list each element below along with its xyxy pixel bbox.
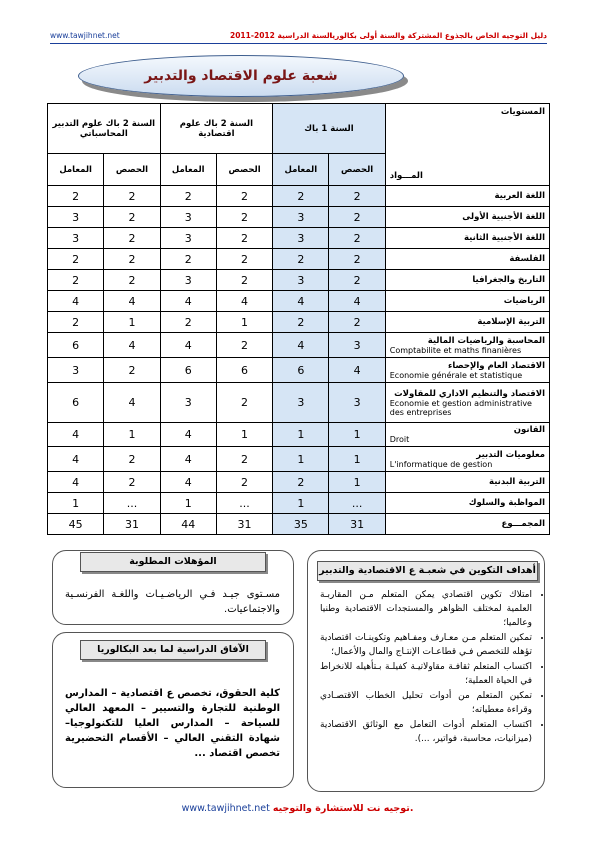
coef-cell: 2 <box>160 249 216 270</box>
subject-name: القانون <box>513 425 545 435</box>
subject-name: المواظبة والسلوك <box>468 498 545 508</box>
subject-name: المجمـــوع <box>501 519 545 529</box>
footer-text: توجيه نت للاستشارة والتوجيه. <box>272 803 414 814</box>
hours-cell: 4 <box>104 383 160 423</box>
prospects-text: كلية الحقوق، تخصص ع اقتصادية – المدارس الوطنية للتجارة والتسيير – المعهد العالي للسياحة – المدارس العليا للتكنولوجيا– شهادة التقني العالي – الأقسام التحضيرية تخصص اقتصاد ... <box>65 688 280 759</box>
coef-cell: 2 <box>48 249 104 270</box>
coef-cell: 2 <box>48 312 104 333</box>
subject-name: الفلسفة <box>509 254 545 264</box>
hours-cell: 2 <box>104 207 160 228</box>
subject-cell <box>385 312 549 333</box>
coef-cell: 6 <box>160 358 216 383</box>
corner-cell <box>385 104 549 186</box>
hours-cell: 1 <box>329 447 385 472</box>
subject-name-fr: Droit <box>389 435 410 444</box>
coef-cell: 4 <box>160 291 216 312</box>
hours-cell: ... <box>104 493 160 514</box>
page-title: شعبة علوم الاقتصاد والتدبير <box>78 55 404 97</box>
col-hours: الحصص <box>104 154 160 186</box>
hours-cell: 2 <box>329 270 385 291</box>
hours-cell: 2 <box>216 207 272 228</box>
coef-cell: 1 <box>48 493 104 514</box>
coef-cell: 3 <box>273 383 329 423</box>
hours-cell: 1 <box>329 423 385 447</box>
subject-name: الاقتصاد والتنظيم الاداري للمقاولات <box>394 388 545 399</box>
corner-top-label: المستويات <box>500 107 545 117</box>
subject-cell <box>385 228 549 249</box>
coef-cell: 35 <box>273 514 329 535</box>
subject-cell <box>385 514 549 535</box>
hours-cell: 31 <box>329 514 385 535</box>
page-footer <box>0 803 595 814</box>
table-row <box>48 493 550 514</box>
hours-cell: 2 <box>329 186 385 207</box>
coef-cell: 3 <box>48 207 104 228</box>
table-row <box>48 333 550 358</box>
hours-cell: 2 <box>104 270 160 291</box>
hours-cell: 2 <box>329 207 385 228</box>
subject-cell <box>385 472 549 493</box>
curriculum-table <box>47 103 550 535</box>
table-row <box>48 423 550 447</box>
subject-name: التربية البدنية <box>489 477 545 487</box>
hours-cell: 2 <box>216 472 272 493</box>
subject-cell <box>385 493 549 514</box>
table-row <box>48 312 550 333</box>
coef-cell: 2 <box>160 186 216 207</box>
header-year: السنة الدراسية 2012-2011 <box>230 31 333 40</box>
coef-cell: 3 <box>160 270 216 291</box>
hours-cell: 1 <box>216 423 272 447</box>
hours-cell: 2 <box>104 447 160 472</box>
table-row <box>48 383 550 423</box>
header-website: www.tawjihnet.net <box>50 31 120 40</box>
subject-name-fr: Economie générale et statistique <box>389 370 523 380</box>
header-guide-title: دليل التوجيه الخاص بالجذوع المشتركة والسنة أولى بكالوريا <box>329 31 547 40</box>
goals-title: أهداف التكوين في شعبـة ع الاقتصادية والتدبير <box>317 561 538 581</box>
goal-item: • تمكين المتعلم مـن معـارف ومفـاهيم وتكوينـات اقتصادية تؤهله للتخصص فـي قطاعـات الإنتـاج والمال والأعمال؛ <box>320 631 532 659</box>
hours-cell: 3 <box>329 333 385 358</box>
coef-cell: 3 <box>160 383 216 423</box>
hours-cell: 2 <box>216 249 272 270</box>
coef-cell: 2 <box>273 312 329 333</box>
subject-cell <box>385 423 549 447</box>
coef-cell: 2 <box>48 270 104 291</box>
subject-cell <box>385 291 549 312</box>
coef-cell: 2 <box>273 186 329 207</box>
table-row <box>48 358 550 383</box>
subject-cell <box>385 249 549 270</box>
subject-name-fr: L'informatique de gestion <box>389 459 493 469</box>
subject-name: التاريخ والجغرافيا <box>472 275 545 285</box>
prospects-title: الآفاق الدراسية لما بعد البكالوريا <box>80 640 266 660</box>
hours-cell: 31 <box>104 514 160 535</box>
hours-cell: 2 <box>104 472 160 493</box>
hours-cell: ... <box>329 493 385 514</box>
qualifications-text: مسـتوى جيـد فـي الرياضـيـات واللغـة الفرنسـية والاجتماعيات. <box>65 589 280 615</box>
subject-name: معلوميات التدبير <box>476 449 545 460</box>
subject-cell <box>385 333 549 358</box>
coef-cell: 2 <box>273 472 329 493</box>
hours-cell: 4 <box>329 358 385 383</box>
table-row <box>48 291 550 312</box>
table-row <box>48 270 550 291</box>
coef-cell: 4 <box>160 333 216 358</box>
hours-cell: 2 <box>104 358 160 383</box>
goals-list <box>320 588 544 747</box>
hours-cell: ... <box>216 493 272 514</box>
coef-cell: 1 <box>273 493 329 514</box>
goal-item: • اكتساب المتعلم أدوات التعامل مع الوثائق الاقتصادية (ميزانيات، محاسبة، فواتير، ...). <box>320 718 532 746</box>
hours-cell: 31 <box>216 514 272 535</box>
hours-cell: 2 <box>329 312 385 333</box>
subject-name: الاقتصاد العام والإحصاء <box>447 360 545 371</box>
hours-cell: 2 <box>104 249 160 270</box>
goal-item: • امتلاك تكوين اقتصادي يمكن المتعلم مـن المقاربـة العلمية لمختلف الظواهر والمستجدات الاقتصادية وطنيا وعالميا؛ <box>320 588 532 630</box>
coef-cell: 4 <box>160 472 216 493</box>
hours-cell: 2 <box>216 447 272 472</box>
hours-cell: 2 <box>216 186 272 207</box>
hours-cell: 2 <box>216 228 272 249</box>
subject-name: المحاسبة والرياضيات المالية <box>427 335 545 346</box>
hours-cell: 2 <box>329 249 385 270</box>
coef-cell: 6 <box>273 358 329 383</box>
table-row <box>48 472 550 493</box>
subject-cell <box>385 358 549 383</box>
col-coef: المعامل <box>273 154 329 186</box>
col-coef: المعامل <box>160 154 216 186</box>
table-row <box>48 514 550 535</box>
level-2-header: السنة 2 باك علوم اقتصادية <box>160 104 273 154</box>
table-row <box>48 447 550 472</box>
subject-cell <box>385 207 549 228</box>
subject-name: اللغة الأجنبية الثانية <box>464 233 545 243</box>
coef-cell: 4 <box>273 291 329 312</box>
coef-cell: 4 <box>48 472 104 493</box>
subject-cell <box>385 383 549 423</box>
subject-cell <box>385 270 549 291</box>
hours-cell: 3 <box>329 383 385 423</box>
coef-cell: 1 <box>160 493 216 514</box>
qualifications-title: المؤهلات المطلوبة <box>80 552 266 572</box>
subject-name: التربية الإسلامية <box>477 317 545 327</box>
subject-name: الرياضيات <box>503 296 545 306</box>
level-1-header: السنة 1 باك <box>273 104 386 154</box>
subject-name-fr: Comptabilite et maths finanières <box>389 345 522 355</box>
coef-cell: 6 <box>48 333 104 358</box>
hours-cell: 4 <box>104 333 160 358</box>
hours-cell: 4 <box>329 291 385 312</box>
hours-cell: 2 <box>216 333 272 358</box>
level-3-header: السنة 2 باك علوم التدبير المحاسباتي <box>48 104 161 154</box>
coef-cell: 2 <box>48 186 104 207</box>
coef-cell: 3 <box>273 270 329 291</box>
coef-cell: 4 <box>48 447 104 472</box>
coef-cell: 4 <box>48 423 104 447</box>
goal-item: • تمكين المتعلم من أدوات تحليل الخطاب الاقتصـادي وقراءة معطياته؛ <box>320 689 532 717</box>
coef-cell: 2 <box>160 312 216 333</box>
hours-cell: 2 <box>329 228 385 249</box>
coef-cell: 4 <box>273 333 329 358</box>
coef-cell: 4 <box>160 447 216 472</box>
table-row <box>48 228 550 249</box>
hours-cell: 2 <box>216 383 272 423</box>
corner-bottom-label: المـــواد <box>389 171 423 181</box>
subject-name-fr: Economie et gestion administrative des entreprises <box>389 398 532 417</box>
coef-cell: 4 <box>160 423 216 447</box>
col-hours: الحصص <box>329 154 385 186</box>
coef-cell: 3 <box>48 228 104 249</box>
page-header <box>50 31 547 43</box>
header-divider <box>50 43 547 44</box>
hours-cell: 1 <box>104 423 160 447</box>
hours-cell: 2 <box>104 228 160 249</box>
coef-cell: 44 <box>160 514 216 535</box>
coef-cell: 4 <box>48 291 104 312</box>
coef-cell: 3 <box>273 207 329 228</box>
hours-cell: 6 <box>216 358 272 383</box>
col-hours: الحصص <box>216 154 272 186</box>
subject-name: اللغة الأجنبية الأولى <box>462 212 545 222</box>
goal-item: • اكتساب المتعلم ثقافـة مقاولاتيـة كفيلـة بـتأهيله للانخراط في الحياة العملية؛ <box>320 660 532 688</box>
coef-cell: 3 <box>48 358 104 383</box>
coef-cell: 6 <box>48 383 104 423</box>
hours-cell: 2 <box>104 186 160 207</box>
col-coef: المعامل <box>48 154 104 186</box>
coef-cell: 45 <box>48 514 104 535</box>
coef-cell: 3 <box>273 228 329 249</box>
subject-cell <box>385 447 549 472</box>
hours-cell: 2 <box>216 270 272 291</box>
coef-cell: 1 <box>273 423 329 447</box>
table-row <box>48 207 550 228</box>
hours-cell: 4 <box>216 291 272 312</box>
table-row <box>48 249 550 270</box>
subject-cell <box>385 186 549 207</box>
hours-cell: 1 <box>329 472 385 493</box>
coef-cell: 3 <box>160 228 216 249</box>
coef-cell: 1 <box>273 447 329 472</box>
footer-url[interactable]: www.tawjihnet.net <box>181 803 270 814</box>
subject-name: اللغة العربية <box>494 191 545 201</box>
table-row <box>48 186 550 207</box>
coef-cell: 2 <box>273 249 329 270</box>
hours-cell: 1 <box>216 312 272 333</box>
hours-cell: 4 <box>104 291 160 312</box>
coef-cell: 3 <box>160 207 216 228</box>
hours-cell: 1 <box>104 312 160 333</box>
